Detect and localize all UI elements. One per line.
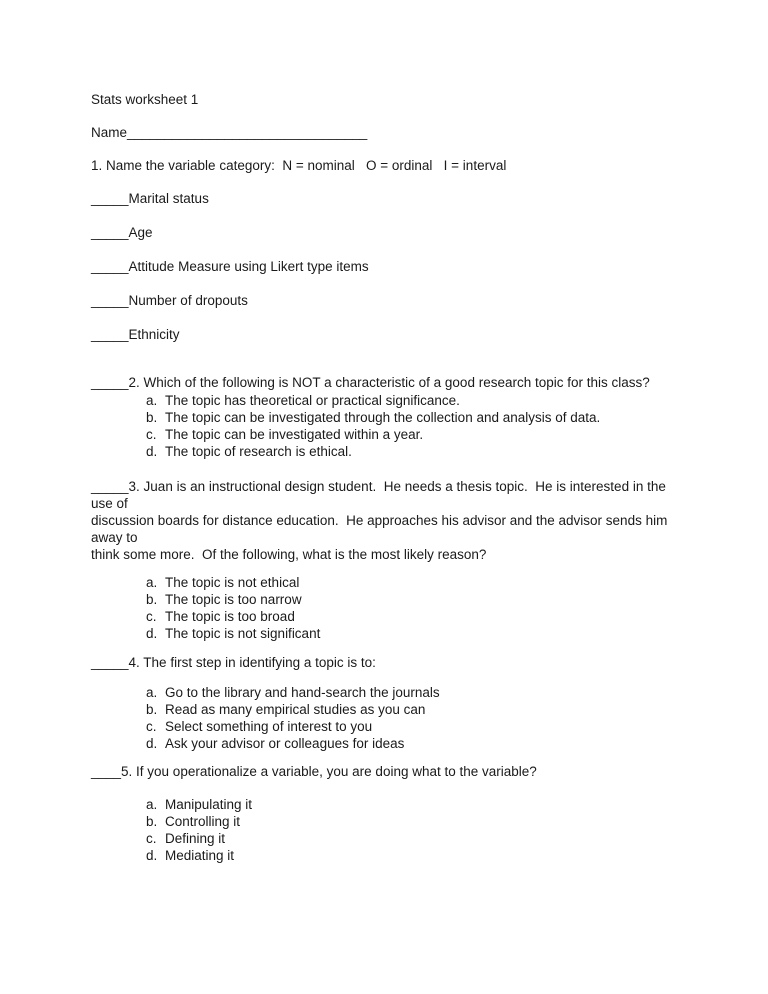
option-letter: a. bbox=[146, 575, 158, 590]
option-text: The topic is too broad bbox=[165, 609, 295, 624]
q1-item-attitude-measure: _____Attitude Measure using Likert type items bbox=[91, 259, 369, 274]
q3-option-c bbox=[146, 608, 680, 625]
q2-option-a bbox=[146, 392, 680, 409]
option-letter: b. bbox=[146, 702, 158, 717]
q4-option-c bbox=[146, 718, 680, 735]
option-letter: d. bbox=[146, 444, 158, 459]
q3-option-d bbox=[146, 625, 680, 642]
question-3-options bbox=[146, 574, 680, 642]
question-1-prompt: 1. Name the variable category: N = nominal O = ordinal I = interval bbox=[91, 158, 507, 173]
question-2-options bbox=[146, 392, 680, 460]
question-5-options bbox=[146, 796, 680, 864]
option-letter: d. bbox=[146, 848, 158, 863]
q5-option-c bbox=[146, 830, 680, 847]
q4-option-d bbox=[146, 735, 680, 752]
option-text: Select something of interest to you bbox=[165, 719, 373, 734]
option-letter: a. bbox=[146, 797, 158, 812]
option-letter: c. bbox=[146, 719, 157, 734]
question-5-prompt: ____5. If you operationalize a variable, you are doing what to the variable? bbox=[91, 764, 537, 779]
q5-option-a bbox=[146, 796, 680, 813]
question-3-prompt-line-2: discussion boards for distance education. He approaches his advisor and the advisor sends him away to bbox=[91, 513, 672, 545]
option-letter: a. bbox=[146, 393, 158, 408]
option-text: The topic can be investigated within a year. bbox=[165, 427, 424, 442]
option-letter: c. bbox=[146, 831, 157, 846]
option-letter: d. bbox=[146, 736, 158, 751]
option-text: Manipulating it bbox=[165, 797, 253, 812]
option-letter: c. bbox=[146, 427, 157, 442]
q4-option-a bbox=[146, 684, 680, 701]
worksheet-title: Stats worksheet 1 bbox=[91, 92, 199, 107]
q4-option-b bbox=[146, 701, 680, 718]
option-text: Go to the library and hand-search the journals bbox=[165, 685, 440, 700]
question-2-prompt: _____2. Which of the following is NOT a characteristic of a good research topic for this class? bbox=[91, 375, 650, 390]
q5-option-d bbox=[146, 847, 680, 864]
q1-item-number-of-dropouts: _____Number of dropouts bbox=[91, 293, 248, 308]
q2-option-b bbox=[146, 409, 680, 426]
option-letter: a. bbox=[146, 685, 158, 700]
q1-item-age: _____Age bbox=[91, 225, 153, 240]
option-text: Defining it bbox=[165, 831, 226, 846]
option-text: Ask your advisor or colleagues for ideas bbox=[165, 736, 405, 751]
option-text: The topic is not ethical bbox=[165, 575, 300, 590]
q5-option-b bbox=[146, 813, 680, 830]
option-letter: b. bbox=[146, 814, 158, 829]
option-text: The topic has theoretical or practical significance. bbox=[165, 393, 460, 408]
q1-item-marital-status: _____Marital status bbox=[91, 191, 209, 206]
option-letter: b. bbox=[146, 410, 158, 425]
option-letter: d. bbox=[146, 626, 158, 641]
option-text: Controlling it bbox=[165, 814, 241, 829]
option-text: Mediating it bbox=[165, 848, 235, 863]
question-3-prompt-line-3: think some more. Of the following, what is the most likely reason? bbox=[91, 547, 487, 562]
option-text: Read as many empirical studies as you can bbox=[165, 702, 426, 717]
q1-item-ethnicity: _____Ethnicity bbox=[91, 327, 180, 342]
question-4-options bbox=[146, 684, 680, 752]
q2-option-c bbox=[146, 426, 680, 443]
option-text: The topic can be investigated through the collection and analysis of data. bbox=[165, 410, 601, 425]
q2-option-d bbox=[146, 443, 680, 460]
q3-option-b bbox=[146, 591, 680, 608]
name-blank-line: Name________________________________ bbox=[91, 125, 368, 140]
option-letter: b. bbox=[146, 592, 158, 607]
option-text: The topic is not significant bbox=[165, 626, 321, 641]
question-3-prompt-line-1: _____3. Juan is an instructional design student. He needs a thesis topic. He is interested in the use of bbox=[91, 479, 670, 511]
option-text: The topic of research is ethical. bbox=[165, 444, 352, 459]
option-letter: c. bbox=[146, 609, 157, 624]
q3-option-a bbox=[146, 574, 680, 591]
option-text: The topic is too narrow bbox=[165, 592, 302, 607]
question-4-prompt: _____4. The first step in identifying a topic is to: bbox=[91, 655, 376, 670]
